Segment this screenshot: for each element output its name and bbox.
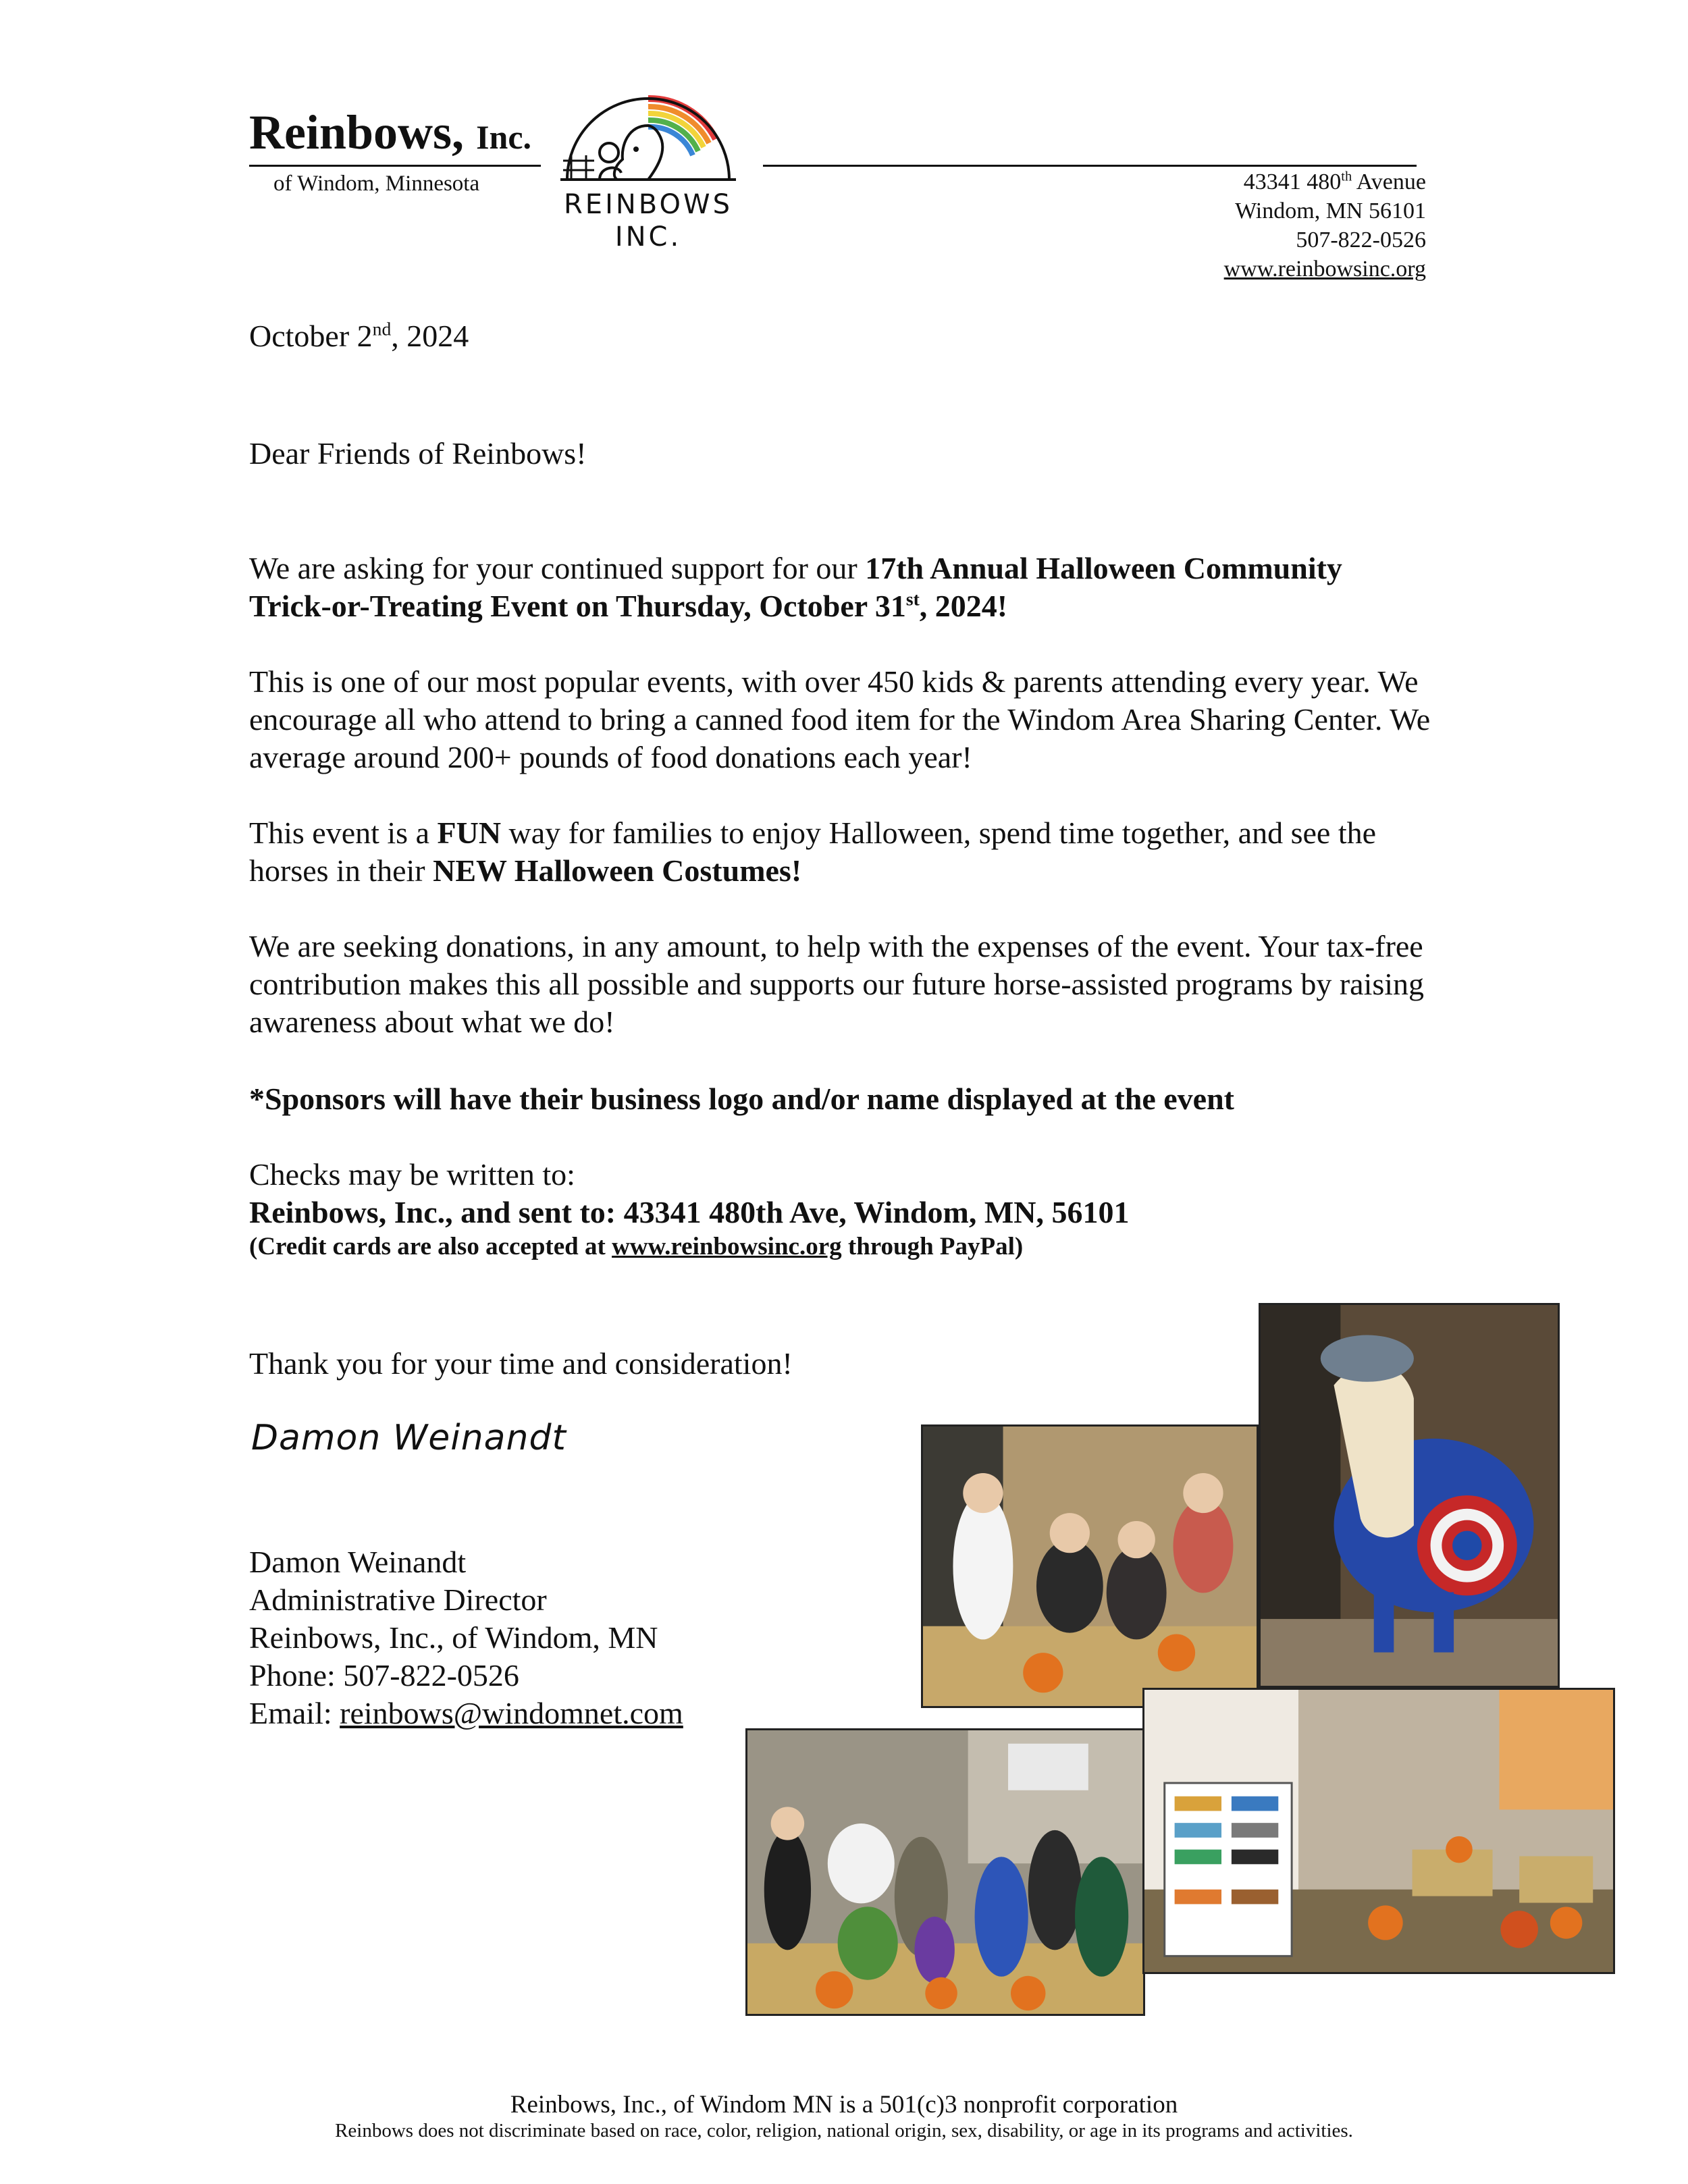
thank-you-line: Thank you for your time and consideration!: [249, 1346, 793, 1381]
logo-wordmark: REINBOWS: [564, 189, 733, 220]
signature: Damon Weinandt: [251, 1418, 566, 1458]
checks-info: [249, 1156, 1431, 1262]
address-block: [1224, 167, 1426, 284]
signer-email: Email: reinbows@windomnet.com: [249, 1696, 683, 1730]
address-website-link[interactable]: www.reinbowsinc.org: [1223, 257, 1426, 282]
paragraph-donations: We are seeking donations, in any amount, to help with the expenses of the event. Your tax-free contribution makes this all possible and supports our future horse-assisted programs by raising awareness about what we do!: [249, 929, 1425, 1039]
org-name-main: Reinbows,: [249, 105, 465, 159]
footer-nonprofit-statement: Reinbows, Inc., of Windom MN is a 501(c)3 nonprofit corporation: [510, 2091, 1178, 2119]
paragraph-attendance: This is one of our most popular events, with over 450 kids & parents attending every year. We encourage all who attend to bring a canned food item for the Windom Area Sharing Center. We average around 200+ pounds of food donations each year!: [249, 664, 1431, 774]
paypal-website-link[interactable]: www.reinbowsinc.org: [612, 1233, 842, 1260]
signer-phone: Phone: 507-822-0526: [249, 1658, 519, 1693]
signer-name: Damon Weinandt: [249, 1545, 467, 1579]
letter-date: October 2nd, 2024: [249, 318, 469, 353]
paragraph-event-request: We are asking for your continued support for our 17th Annual Halloween Community Trick-or-Treating Event on Thursday, October 31st, 2024!: [249, 551, 1342, 623]
org-location: of Windom, Minnesota: [273, 171, 480, 196]
signer-org: Reinbows, Inc., of Windom, MN: [249, 1620, 658, 1655]
logo-wordmark-inc: INC.: [614, 221, 682, 252]
org-name-suffix: Inc.: [476, 118, 532, 156]
checks-line3: (Credit cards are also accepted at www.reinbowsinc.org through PayPal): [249, 1233, 1024, 1260]
sponsors-note: *Sponsors will have their business logo and/or name displayed at the event: [249, 1082, 1234, 1116]
header-rule: [763, 165, 1417, 167]
signer-title: Administrative Director: [249, 1582, 547, 1617]
paragraph-fun: This event is a FUN way for families to enjoy Halloween, spend time together, and see the horses in their NEW Halloween Costumes!: [249, 816, 1377, 888]
org-underline: [249, 165, 541, 167]
address-street: 43341 480th Avenue: [1243, 169, 1426, 194]
footer-nondiscrimination-statement: Reinbows does not discriminate based on race, color, religion, national origin, sex, disability, or age in its programs and activities.: [335, 2120, 1353, 2141]
address-phone: 507-822-0526: [1296, 228, 1426, 252]
checks-line1: Checks may be written to:: [249, 1157, 575, 1192]
checks-line2: Reinbows, Inc., and sent to: 43341 480th Ave, Windom, MN, 56101: [249, 1195, 1130, 1229]
org-name: [249, 105, 532, 159]
horse-captain-america-photo: [1259, 1303, 1560, 1688]
address-city: Windom, MN 56101: [1235, 198, 1426, 223]
email-link[interactable]: reinbows@windomnet.com: [340, 1696, 683, 1730]
kids-costumes-photo: [921, 1424, 1259, 1708]
group-costumes-photo: [745, 1728, 1145, 2016]
salutation: Dear Friends of Reinbows!: [249, 436, 587, 471]
sponsor-sign-photo: [1142, 1688, 1615, 1974]
